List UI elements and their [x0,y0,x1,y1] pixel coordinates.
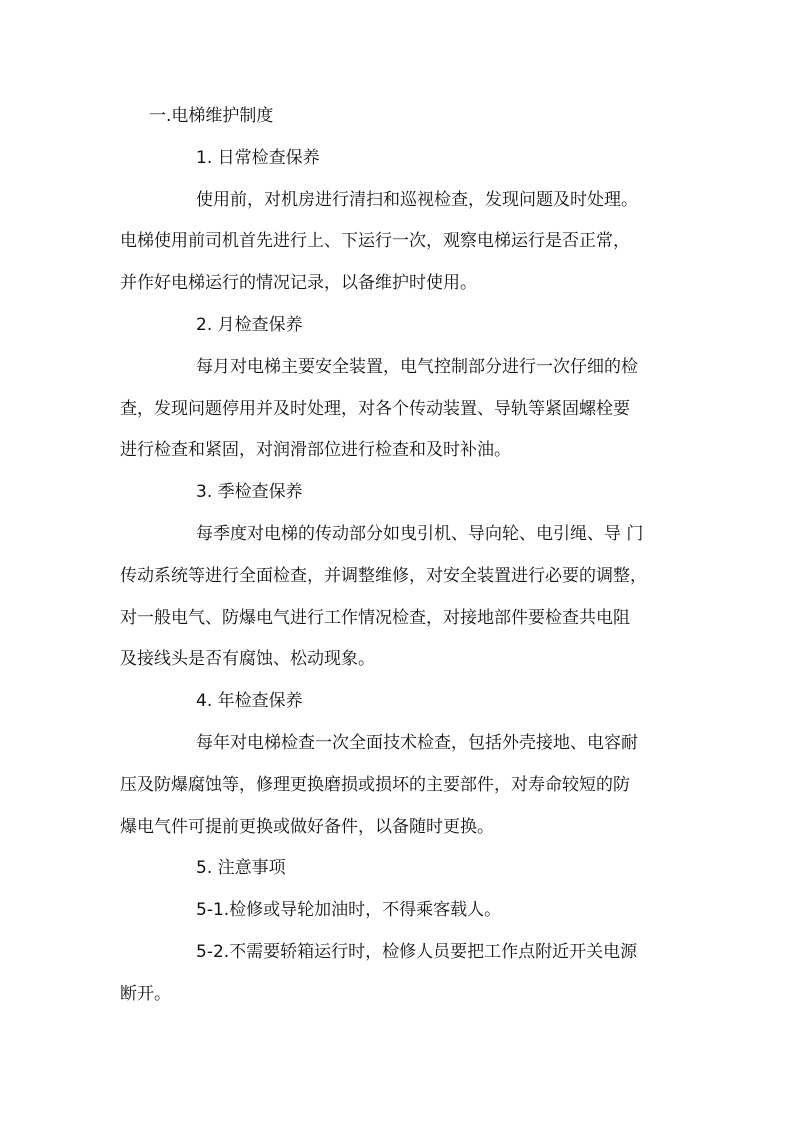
paragraph-line: 5-1.检修或导轮加油时，不得乘客载人。 [196,900,502,921]
paragraph-line: 传动系统等进行全面检查，并调整维修，对安全装置进行必要的调整， [120,565,647,586]
paragraph-line: 5-2.不需要轿箱运行时，检修人员要把工作点附近开关电源 [196,941,638,962]
paragraph-line: 每年对电梯检查一次全面技术检查，包括外壳接地、电容耐 [196,732,638,753]
paragraph-line: 使用前，对机房进行清扫和巡视检查，发现问题及时处理。 [196,189,638,210]
paragraph-line: 查，发现问题停用并及时处理，对各个传动装置、导轨等紧固螺栓要 [120,398,630,419]
paragraph-line: 电梯使用前司机首先进行上、下运行一次，观察电梯运行是否正常， [120,231,630,252]
section-heading-daily: 1. 日常检查保养 [196,147,320,168]
paragraph-line: 对一般电气、防爆电气进行工作情况检查，对接地部件要检查共电阻 [120,607,630,628]
paragraph-line: 每月对电梯主要安全装置，电气控制部分进行一次仔细的检 [196,356,638,377]
paragraph-line: 进行检查和紧固，对润滑部位进行检查和及时补油。 [120,440,511,461]
paragraph-line: 爆电气件可提前更换或做好备件，以备随时更换。 [120,816,494,837]
document-title: 一.电梯维护制度 [149,106,274,126]
document-page [120,96,676,1016]
section-heading-annual: 4. 年检查保养 [196,691,303,712]
section-heading-monthly: 2. 月检查保养 [196,314,303,335]
paragraph-line: 并作好电梯运行的情况记录，以备维护时使用。 [120,273,477,294]
paragraph-line: 及接线头是否有腐蚀、松动现象。 [120,649,375,670]
paragraph-line: 压及防爆腐蚀等，修理更换磨损或损坏的主要部件，对寿命较短的防 [120,774,630,795]
paragraph-line: 每季度对电梯的传动部分如曳引机、导向轮、电引绳、导 门 [196,523,644,544]
paragraph-line: 断开。 [120,983,171,1004]
section-heading-notes: 5. 注意事项 [196,858,286,879]
section-heading-quarterly: 3. 季检查保养 [196,482,303,503]
